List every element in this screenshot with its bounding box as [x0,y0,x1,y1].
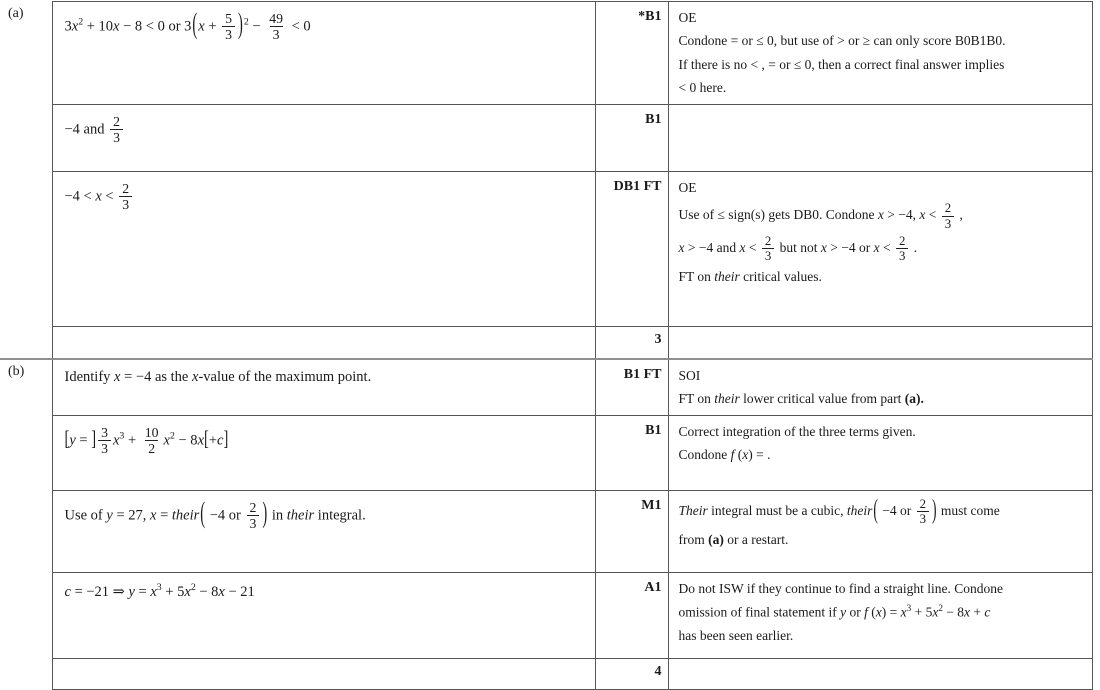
answer-math: c = −21 ⇒ $y = x^3 + 5x^2 - 8x - 21$ [64,582,255,600]
answer-cell-b4 [52,573,595,659]
total-marks-value: 4 [654,664,662,679]
answer-math: Use of y = 27, x = their( −4 or $\frac{2}{3}$ ) in their integral. [64,497,366,532]
guidance-text: SOI FT on their lower critical value from part (a). [678,367,924,406]
mark-cell-a2 [595,105,668,172]
guidance-cell-b4 [668,573,1092,659]
guidance-text: Their integral must be a cubic, their( −4 or $\frac{2}{3}$ ) must come from (a) or a restart. [678,493,1000,547]
answer-cell-a-total [52,327,595,359]
mark-code: B1 [645,423,662,438]
part-label-text: (b) [8,363,25,379]
mark-cell-b1 [595,359,668,416]
guidance-cell-a1 [668,2,1092,105]
guidance-text: OE Use of ≤ sign(s) gets DB0. Condone x > −4, x < $\frac{2}{3}$ , x > −4 and x < $\frac{2}{3}$ but not x > −4 or x < $\frac{2}{3}$ . FT on their critical values. [678,180,963,284]
mark-code: A1 [644,580,662,595]
mark-cell-b2 [595,416,668,491]
mark-scheme-table [0,1,1093,690]
answer-cell-a3 [52,172,595,327]
mark-code: B1 FT [623,366,662,382]
mark-cell-a3 [595,172,668,327]
mark-code: DB1 FT [613,179,662,194]
guidance-cell-b3 [668,491,1092,573]
answer-cell-b-total [52,659,595,690]
mark-cell-b4 [595,573,668,659]
guidance-text: Correct integration of the three terms given. Condone f (x) = . [678,424,916,463]
guidance-cell-b1 [668,359,1092,416]
answer-math: $3x^2 + 10x - 8 < 0$ or 3(x + $\frac{5}{3}$ )$^2$ − $\frac{49}{3}$ < 0 [64,8,311,43]
answer-cell-a1 [52,2,595,105]
guidance-cell-b-total [668,659,1092,690]
answer-cell-b2 [52,416,595,491]
mark-code: B1 [645,112,662,127]
guidance-cell-a2 [668,105,1092,172]
guidance-text: OE Condone = or ≤ 0, but use of > or ≥ can only score B0B1B0. If there is no < , = or ≤ 0, then a correct final answer implies < 0 here. [678,10,1006,95]
part-b-total-marks [595,659,668,690]
part-a-total-marks [595,327,668,359]
answer-cell-a2 [52,105,595,172]
part-label-text: (a) [8,5,24,21]
total-marks-value: 3 [654,332,662,347]
answer-math: −4 < x < $\frac{2}{3}$ [65,181,587,213]
answer-math: Identify x = −4 as the x-value of the maximum point. [64,368,372,385]
mark-code: *B1 [638,9,662,24]
mark-cell-a1 [595,2,668,105]
mark-cell-b3 [595,491,668,573]
guidance-cell-a3 [668,172,1092,327]
answer-math: −4 and $\frac{2}{3}$ [65,114,587,146]
part-a-label [0,2,52,359]
part-b-label [0,359,52,690]
guidance-text: Do not ISW if they continue to find a straight line. Condone omission of final statement if y or f $(x) = x^3 + 5x^2 - 8x + c$ has been seen earlier. [678,581,1003,643]
answer-cell-b3 [52,491,595,573]
guidance-cell-b2 [668,416,1092,491]
guidance-cell-a-total [668,327,1092,359]
mark-code: M1 [641,498,662,513]
answer-cell-b1 [52,359,595,416]
answer-math: [y = ] $\frac{3}{3}$ $x^3$ + $\frac{10}{2}$ $x^2 - 8x[+c]$ [64,425,229,457]
